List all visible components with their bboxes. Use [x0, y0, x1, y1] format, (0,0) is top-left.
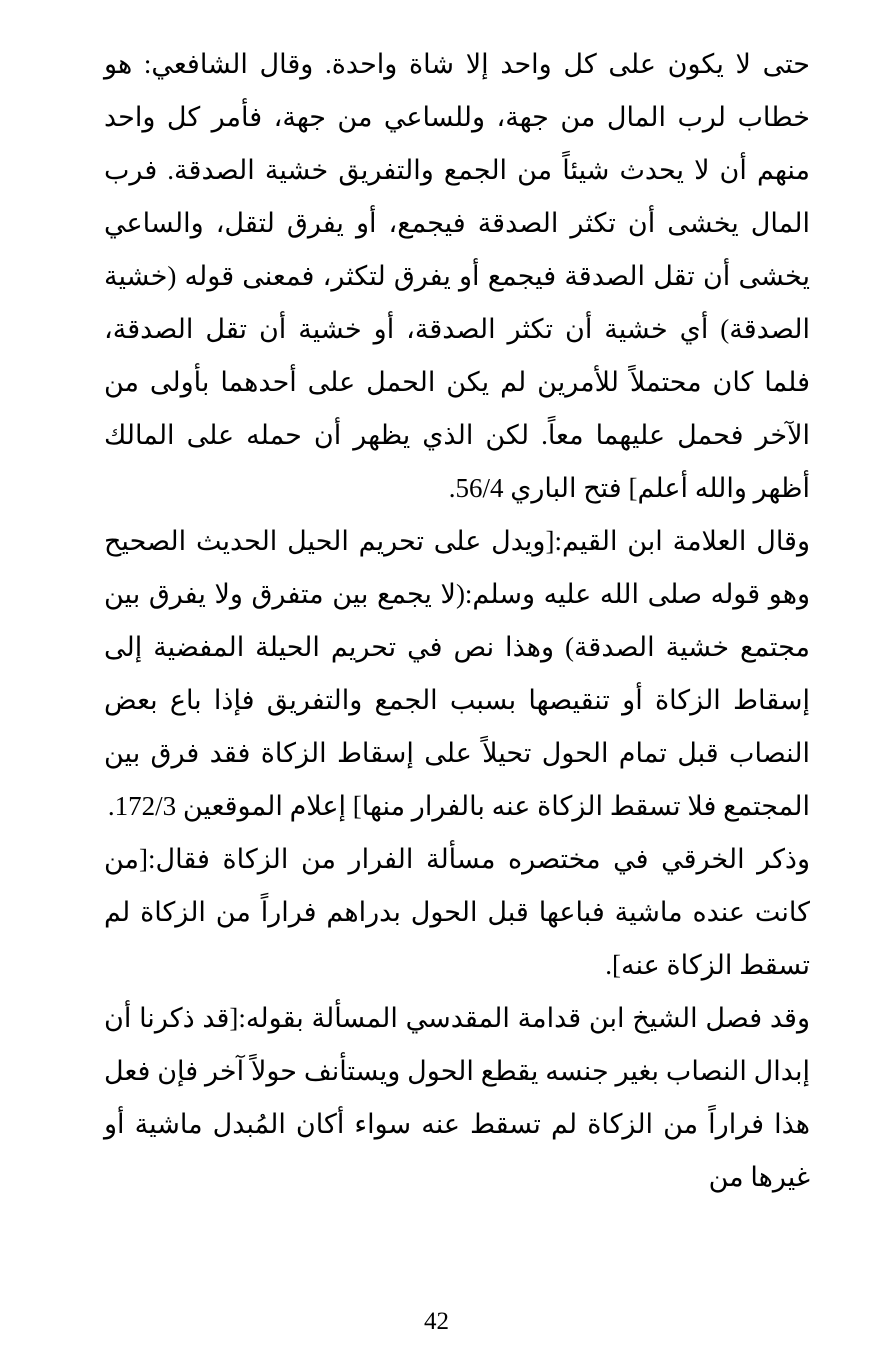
page-number: 42	[424, 1308, 449, 1335]
paragraph-3: وذكر الخرقي في مختصره مسألة الفرار من الزكاة فقال:[من كانت عنده ماشية فباعها قبل الحول بدراهم فراراً من الزكاة لم تسقط الزكاة عنه].	[104, 844, 810, 980]
paragraph-2: وقال العلامة ابن القيم:[ويدل على تحريم الحيل الحديث الصحيح وهو قوله صلى الله عليه وسلم:(لا يجمع بين متفرق ولا يفرق بين مجتمع خشية الصدقة) وهذا نص في تحريم الحيلة المفضية إلى إسقاط الزكاة أو تنقيصها بسبب الجمع والتفريق فإذا باع بعض النصاب قبل تمام الحول تحيلاً على إسقاط الزكاة فقد فرق بين المجتمع فلا تسقط الزكاة عنه بالفرار منها] إعلام الموقعين 172/3.	[104, 526, 810, 821]
page-body-text	[104, 38, 810, 1204]
paragraph-1: حتى لا يكون على كل واحد إلا شاة واحدة. وقال الشافعي: هو خطاب لرب المال من جهة، وللساعي من جهة، فأمر كل واحد منهم أن لا يحدث شيئاً من الجمع والتفريق خشية الصدقة. فرب المال يخشى أن تكثر الصدقة فيجمع، أو يفرق لتقل، والساعي يخشى أن تقل الصدقة فيجمع أو يفرق لتكثر، فمعنى قوله (خشية الصدقة) أي خشية أن تكثر الصدقة، أو خشية أن تقل الصدقة، فلما كان محتملاً للأمرين لم يكن الحمل على أحدهما بأولى من الآخر فحمل عليهما معاً. لكن الذي يظهر أن حمله على المالك أظهر والله أعلم] فتح الباري 56/4.	[104, 49, 810, 503]
paragraph-4: وقد فصل الشيخ ابن قدامة المقدسي المسألة بقوله:[قد ذكرنا أن إبدال النصاب بغير جنسه يقطع الحول ويستأنف حولاً آخر فإن فعل هذا فراراً من الزكاة لم تسقط عنه سواء أكان المُبدل ماشية أو غيرها من	[104, 1003, 810, 1192]
